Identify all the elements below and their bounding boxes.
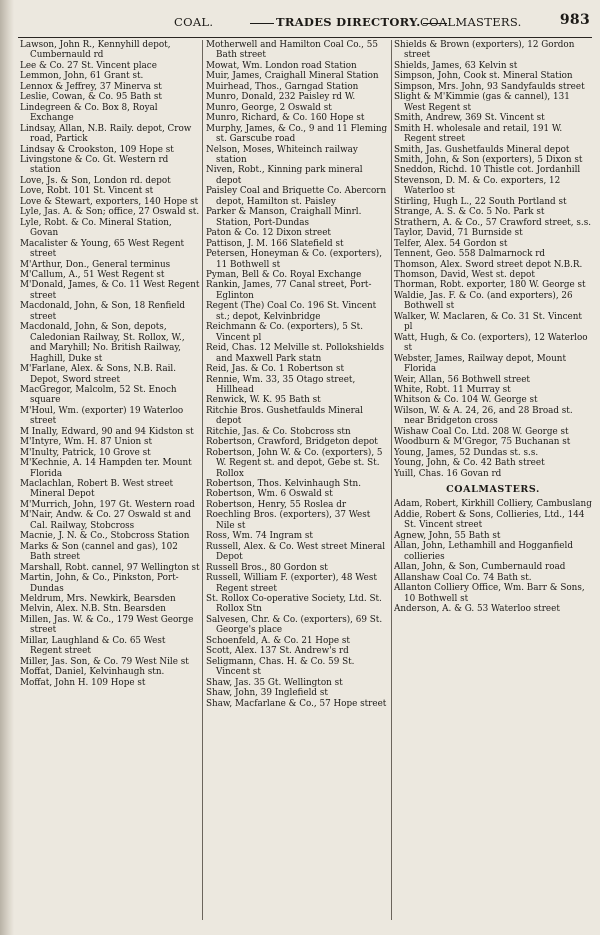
directory-entry: Anderson, A. & G. 53 Waterloo street — [394, 604, 560, 615]
directory-entry: Weir, Allan, 56 Bothwell street — [394, 374, 530, 385]
directory-entry: Mowat, Wm. London road Station — [206, 60, 357, 71]
directory-entry: Reichmann & Co. (exporters), 5 St. Vincent pl — [206, 322, 364, 343]
directory-entry: Renwick, W. K. 95 Bath st — [206, 395, 321, 406]
directory-entry: Ritchie, Jas. & Co. Stobcross stn — [206, 426, 351, 437]
directory-entry: Smith H. wholesale and retail, 191 W. Regent street — [394, 123, 563, 145]
directory-entry: Munro, Richard, & Co. 160 Hope st — [206, 113, 365, 124]
directory-entry: Watt, Hugh, & Co. (exporters), 12 Waterloo st — [394, 332, 588, 354]
directory-entry: Shaw, Jas. 35 Gt. Wellington st — [206, 677, 343, 688]
directory-entry: Martin, John, & Co., Pinkston, Port-Dundas — [20, 573, 179, 594]
directory-entry: Strathern, A. & Co., 57 Crawford street, s.s. — [394, 217, 592, 228]
directory-entry: M'Nair, Andw. & Co. 27 Oswald st and Cal. Railway, Stobcross — [20, 510, 191, 531]
directory-entry: Salvesen, Chr. & Co. (exporters), 69 St. George's place — [206, 614, 383, 636]
directory-entry: Moffat, Daniel, Kelvinhaugh stn. — [20, 667, 165, 678]
directory-entry: Slight & M'Kimmie (gas & cannel), 131 West Regent st — [394, 92, 570, 113]
directory-entry: Macdonald, John, & Son, 18 Renfield street — [20, 301, 186, 322]
directory-entry: Telfer, Alex. 54 Gordon st — [394, 238, 508, 249]
directory-entry: Macdonald, John, & Son, depots, Caledonian Railway, St. Rollox, W., and Maryhill; No. British Railway, Haghill, Duke st — [20, 322, 185, 364]
page-number: 983 — [559, 12, 590, 28]
directory-entry: Adam, Robert, Kirkhill Colliery, Cambuslang — [394, 499, 592, 510]
directory-entry: Murphy, James, & Co., 9 and 11 Fleming st. Garscube road — [206, 123, 388, 145]
directory-entry: Lennox & Jeffrey, 37 Minerva st — [20, 81, 162, 92]
column-divider — [202, 40, 203, 920]
header-rule — [18, 37, 592, 38]
directory-entry: Love, Js. & Son, London rd. depot — [20, 175, 171, 186]
directory-entry: Taylor, David, 71 Burnside st — [394, 228, 523, 239]
directory-entry: Lindegreen & Co. Box 8, Royal Exchange — [20, 102, 158, 124]
directory-entry: Lyle, Jas. A. & Son; office, 27 Oswald st. — [20, 207, 200, 218]
directory-entry: M'Callum, A., 51 West Regent st — [20, 269, 165, 280]
directory-entry: Lawson, John R., Kennyhill depot, Cumbernauld rd — [20, 40, 171, 61]
directory-entry: Scott, Alex. 137 St. Andrew's rd — [206, 646, 349, 657]
column-3 — [394, 40, 592, 920]
directory-entry: Rennie, Wm. 33, 35 Otago street, Hillhead — [206, 374, 356, 395]
directory-entry: Robertson, John W. & Co. (exporters), 5 W. Regent st. and depot, Gebe st. St. Rollox — [206, 447, 383, 479]
directory-entry: Sneddon, Richd. 10 Thistle cot. Jordanhill — [394, 165, 581, 176]
directory-entry: Ritchie Bros. Gushetfaulds Mineral depot — [206, 405, 363, 427]
page-binding-shadow — [0, 0, 14, 935]
page-header — [22, 10, 592, 30]
directory-entry: Allanshaw Coal Co. 74 Bath st. — [394, 572, 532, 583]
directory-entry: Muirhead, Thos., Garngad Station — [206, 81, 359, 92]
directory-entry: Seligmann, Chas. H. & Co. 59 St. Vincent st — [206, 656, 355, 678]
directory-entry: Webster, James, Railway depot, Mount Florida — [394, 353, 566, 375]
directory-entry: Macalister & Young, 65 West Regent street — [20, 238, 185, 260]
column-divider — [391, 40, 392, 920]
directory-entry: Shaw, John, 39 Inglefield st — [206, 688, 328, 699]
directory-entry: M Inally, Edward, 90 and 94 Kidston st — [20, 426, 194, 437]
directory-entry: MacGregor, Malcolm, 52 St. Enoch square — [20, 384, 177, 406]
directory-entry: Smith, John, & Son (exporters), 5 Dixon st — [394, 154, 583, 165]
directory-entry: Wishaw Coal Co. Ltd. 208 W. George st — [394, 426, 569, 437]
directory-entry: Millar, Laughland & Co. 65 West Regent street — [20, 635, 166, 657]
directory-entry: Simpson, Mrs. John, 93 Sandyfaulds street — [394, 81, 585, 92]
directory-entry: Smith, Andrew, 369 St. Vincent st — [394, 113, 545, 124]
directory-entry: Young, John, & Co. 42 Bath street — [394, 458, 545, 469]
directory-entry: M'Murrich, John, 197 Gt. Western road — [20, 499, 195, 510]
directory-entry: Munro, Donald, 232 Paisley rd W. — [206, 92, 356, 103]
directory-entry: Lee & Co. 27 St. Vincent place — [20, 60, 157, 71]
directory-entry: Moffat, John H. 109 Hope st — [20, 677, 146, 688]
directory-entry: Reid, Chas. 12 Melville st. Pollokshields and Maxwell Park statn — [206, 343, 384, 364]
directory-entry: Robertson, Wm. 6 Oswald st — [206, 489, 333, 500]
column-1 — [20, 40, 200, 920]
directory-entry: Millen, Jas. W. & Co., 179 West George street — [20, 614, 194, 636]
directory-entry: M'Farlane, Alex. & Sons, N.B. Rail. Depot, Sword street — [20, 364, 177, 385]
directory-entry: Paton & Co. 12 Dixon street — [206, 228, 331, 239]
directory-entry: Meldrum, Mrs. Newkirk, Bearsden — [20, 594, 176, 605]
directory-entry: Leslie, Cowan, & Co. 95 Bath st — [20, 92, 162, 103]
directory-entry: Lindsay, Allan, N.B. Raily. depot, Crow road, Partick — [20, 123, 192, 145]
directory-entry: Thomson, Alex. Sword street depot N.B.R. — [394, 259, 583, 270]
directory-entry: Petersen, Honeyman & Co. (exporters), 11 Bothwell st — [206, 249, 383, 270]
directory-entry: Robertson, Crawford, Bridgeton depot — [206, 437, 378, 448]
directory-entry: Parker & Manson, Craighall Minrl. Station, Port-Dundas — [206, 207, 362, 228]
section-heading: COALMASTERS. — [446, 484, 540, 496]
directory-entry: Yuill, Chas. 16 Govan rd — [394, 468, 502, 479]
header-center-title: TRADES DIRECTORY. — [276, 15, 421, 29]
directory-entry: Russell, William F. (exporter), 48 West Regent street — [206, 573, 377, 594]
directory-entry: Love, Robt. 101 St. Vincent st — [20, 186, 154, 197]
directory-entry: White, Robt. 11 Murray st — [394, 384, 511, 395]
directory-entry: Lindsay & Crookston, 109 Hope st — [20, 144, 174, 155]
directory-entry: Stirling, Hugh L., 22 South Portland st — [394, 196, 567, 207]
header-center — [248, 15, 449, 29]
directory-entry: Munro, George, 2 Oswald st — [206, 102, 332, 113]
directory-entry: Robertson, Henry, 55 Roslea dr — [206, 499, 347, 510]
directory-entry: Niven, Robt., Kinning park mineral depot — [206, 165, 363, 186]
directory-entry: Russell Bros., 80 Gordon st — [206, 562, 328, 573]
directory-entry: Agnew, John, 55 Bath st — [394, 530, 501, 541]
directory-entry: Muir, James, Craighall Mineral Station — [206, 71, 379, 82]
directory-entry: Shaw, Macfarlane & Co., 57 Hope street — [206, 698, 387, 709]
directory-entry: Robertson, Thos. Kelvinhaugh Stn. — [206, 479, 361, 490]
directory-entry: M'Houl, Wm. (exporter) 19 Waterloo street — [20, 405, 184, 427]
directory-entry: Schoenfeld, A. & Co. 21 Hope st — [206, 635, 350, 646]
directory-entry: Pyman, Bell & Co. Royal Exchange — [206, 269, 362, 280]
directory-entry: Shields, James, 63 Kelvin st — [394, 60, 518, 71]
directory-entry: Stevenson, D. M. & Co. exporters, 12 Waterloo st — [394, 175, 561, 197]
directory-entry: Ross, Wm. 74 Ingram st — [206, 531, 313, 542]
header-right: COALMASTERS. — [420, 15, 522, 29]
directory-entry: M'Donald, James, & Co. 11 West Regent street — [20, 280, 200, 301]
directory-entry: Allan, John, & Son, Cumbernauld road — [394, 562, 566, 573]
directory-entry: Smith, Jas. Gushetfaulds Mineral depot — [394, 144, 570, 155]
directory-entry: Motherwell and Hamilton Coal Co., 55 Bath street — [206, 40, 378, 61]
directory-entry: Paisley Coal and Briquette Co. Abercorn depot, Hamilton st. Paisley — [206, 186, 387, 207]
directory-entry: Addie, Robert & Sons, Collieries, Ltd., 144 St. Vincent street — [394, 509, 585, 531]
directory-entry: Tennent, Geo. 558 Dalmarnock rd — [394, 249, 546, 260]
directory-entry: Regent (The) Coal Co. 196 St. Vincent st.; depot, Kelvinbridge — [206, 301, 377, 322]
column-2 — [206, 40, 389, 920]
directory-entry: Russell, Alex. & Co. West street Mineral Depot — [206, 541, 386, 563]
directory-entry: Allanton Colliery Office, Wm. Barr & Sons, 10 Bothwell st — [394, 583, 585, 604]
directory-entry: Nelson, Moses, Whiteinch railway station — [206, 144, 358, 165]
directory-entry: Lyle, Robt. & Co. Mineral Station, Govan — [20, 217, 172, 239]
directory-entry: Whitson & Co. 104 W. George st — [394, 395, 538, 406]
directory-entry: Roechling Bros. (exporters), 37 West Nile st — [206, 510, 371, 531]
directory-entry: Thomson, David, West st. depot — [394, 269, 535, 280]
directory-entry: Walker, W. Maclaren, & Co. 31 St. Vincent pl — [394, 311, 582, 333]
directory-entry: M'Inulty, Patrick, 10 Grove st — [20, 447, 151, 458]
directory-entry: Simpson, John, Cook st. Mineral Station — [394, 71, 573, 82]
directory-entry: Pattison, J. M. 166 Slatefield st — [206, 238, 344, 249]
directory-entry: Melvin, Alex. N.B. Stn. Bearsden — [20, 604, 166, 615]
directory-entry: Strange, A. S. & Co. 5 No. Park st — [394, 207, 545, 218]
directory-entry: Thorman, Robt. exporter, 180 W. George st — [394, 280, 586, 291]
directory-entry: Lemmon, John, 61 Grant st. — [20, 71, 144, 82]
directory-entry: M'Kechnie, A. 14 Hampden ter. Mount Florida — [20, 458, 192, 479]
directory-entry: M'Arthur, Don., General terminus — [20, 259, 171, 270]
directory-entry: Love & Stewart, exporters, 140 Hope st — [20, 196, 199, 207]
directory-entry: Shields & Brown (exporters), 12 Gordon street — [394, 40, 575, 61]
header-left: COAL. — [174, 15, 214, 29]
directory-entry: Rankin, James, 77 Canal street, Port-Eglinton — [206, 280, 372, 301]
directory-entry: Marshall, Robt. cannel, 97 Wellington st — [20, 562, 200, 573]
directory-entry: St. Rollox Co-operative Society, Ltd. St. Rollox Stn — [206, 594, 382, 615]
directory-entry: M'Intyre, Wm. H. 87 Union st — [20, 437, 153, 448]
directory-entry: Miller, Jas. Son, & Co. 79 West Nile st — [20, 656, 189, 667]
directory-entry: Reid, Jas. & Co. 1 Robertson st — [206, 364, 345, 375]
directory-entry: Allan, John, Lethamhill and Hogganfield collieries — [394, 541, 573, 562]
directory-entry: Wilson, W. & A. 24, 26, and 28 Broad st. near Bridgeton cross — [394, 405, 573, 427]
directory-entry: Woodburn & M'Gregor, 75 Buchanan st — [394, 437, 571, 448]
directory-entry: Marks & Son (cannel and gas), 102 Bath street — [20, 541, 178, 563]
directory-entry: Waldie, Jas. F. & Co. (and exporters), 26 Bothwell st — [394, 290, 573, 312]
directory-entry: Maclachlan, Robert B. West street Mineral Depot — [20, 479, 174, 500]
directory-entry: Young, James, 52 Dundas st. s.s. — [394, 447, 539, 458]
directory-entry: Macnie, J. N. & Co., Stobcross Station — [20, 531, 190, 542]
directory-entry: Livingstone & Co. Gt. Western rd station — [20, 154, 169, 176]
